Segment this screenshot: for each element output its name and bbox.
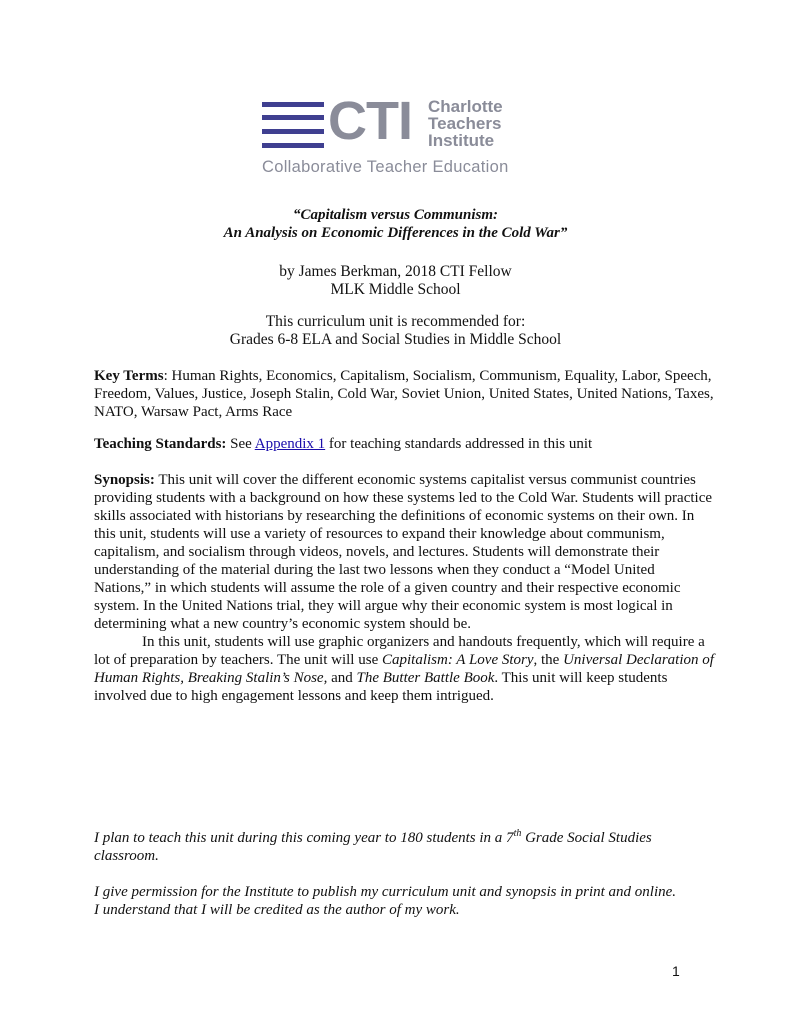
book-title: Universal Declaration of Human Rights, Breaking Stalin’s Nose, [94, 652, 714, 686]
synopsis-section [94, 471, 714, 705]
appendix-1-link[interactable]: Appendix 1 [254, 436, 326, 452]
key-terms-label: Key Terms [94, 368, 164, 384]
synopsis-paragraph-2 [94, 633, 714, 705]
key-terms-paragraph [94, 367, 714, 421]
logo-name-line: Institute [428, 131, 495, 150]
logo-abbreviation: CTI [328, 91, 412, 151]
logo-name-line: Charlotte [428, 97, 503, 116]
synopsis-text: In this unit, students will use graphic organizers and handouts frequently, which will require a lot of preparation by teachers. The unit will use [94, 634, 705, 668]
title-line: “Capitalism versus Communism: [292, 207, 499, 223]
plan-text: Grade Social Studies classroom. [94, 830, 652, 864]
logo-tagline: Collaborative Teacher Education [262, 158, 509, 176]
logo-name-line: Teachers [428, 114, 502, 133]
plan-text: I plan to teach this unit during this coming year to 180 students in a 7 [94, 830, 514, 846]
permission-line: I give permission for the Institute to publish my curriculum unit and synopsis in print and online. [94, 884, 677, 900]
teaching-standards-post: for teaching standards addressed in this unit [325, 436, 593, 452]
logo-bar [262, 115, 324, 120]
recommendation-line: This curriculum unit is recommended for: [265, 313, 526, 330]
author-block [0, 263, 791, 299]
recommendation-line: Grades 6-8 ELA and Social Studies in Middle School [229, 331, 562, 348]
ordinal-suffix: th [513, 828, 522, 839]
permission-line: I understand that I will be credited as the author of my work. [94, 902, 460, 918]
synopsis-label: Synopsis: [94, 472, 155, 488]
key-terms-text: : Human Rights, Economics, Capitalism, Socialism, Communism, Equality, Labor, Speech, Freedom, Values, Justice, Joseph Stalin, Cold War, Soviet Union, United States, United Nations, Taxes, NATO, Warsaw Pact, Arms Race [94, 368, 714, 420]
recommendation-block [0, 313, 791, 349]
cti-logo [262, 91, 524, 176]
synopsis-paragraph-1 [94, 471, 714, 633]
book-title: Capitalism: A Love Story [381, 652, 534, 668]
teaching-standards-label: Teaching Standards: [94, 436, 227, 452]
synopsis-text: This unit will cover the different economic systems capitalist versus communist countries providing students with a background on how these systems led to the Cold War. Students will practice skills associated with historians by researching the definitions of economic systems on their own. In this unit, students will use a variety of resources to expand their knowledge about communism, capitalism, and socialism through videos, novels, and lectures. Students will demonstrate their understanding of the material during the last two lessons when they conduct a “Model United Nations,” in which students will assume the role of a given country and their respective economic system. In the United Nations trial, they will argue why their economic system is most logical in determining what a new country’s economic system should be. [94, 472, 713, 632]
teaching-standards-paragraph [94, 435, 714, 453]
book-title: The Butter Battle Book [356, 670, 495, 686]
permission-statement [94, 883, 714, 919]
synopsis-text: . This unit will keep students involved due to high engagement lessons and keep them intrigued. [94, 670, 668, 704]
teaching-standards-pre: See [226, 436, 255, 452]
teaching-plan-statement [94, 829, 714, 865]
page-number: 1 [672, 963, 680, 979]
synopsis-text: and [327, 670, 357, 686]
author-school: MLK Middle School [330, 281, 461, 298]
document-title [0, 206, 791, 242]
logo-bar [262, 129, 324, 134]
synopsis-text: , the [533, 652, 564, 668]
author-byline: by James Berkman, 2018 CTI Fellow [279, 263, 512, 280]
logo-bar [262, 102, 324, 107]
title-line: An Analysis on Economic Differences in the Cold War” [223, 225, 568, 241]
logo-institute-name [428, 98, 538, 149]
logo-bar [262, 143, 324, 148]
